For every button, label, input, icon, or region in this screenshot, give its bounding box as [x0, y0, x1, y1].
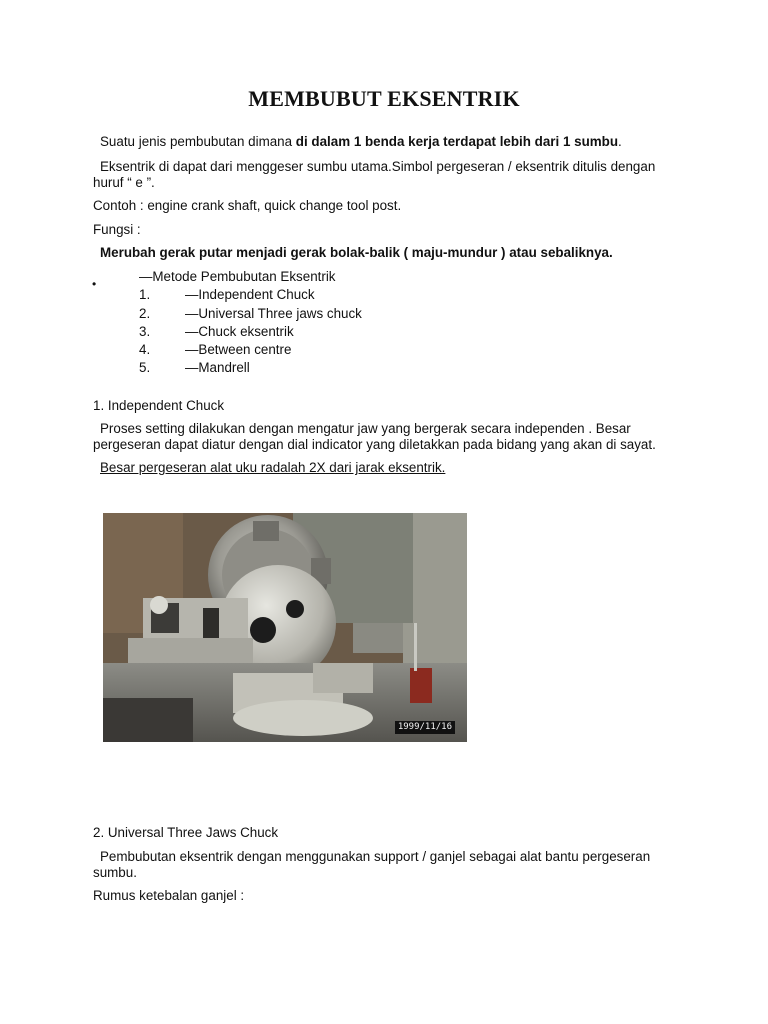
- method-number: 5.: [139, 360, 151, 375]
- method-number: 1.: [139, 287, 151, 302]
- intro-example: Contoh : engine crank shaft, quick change tool post.: [93, 198, 402, 213]
- section-2-heading: 2. Universal Three Jaws Chuck: [93, 825, 279, 840]
- section-1-heading: 1. Independent Chuck: [93, 398, 225, 413]
- method-number: 2.: [139, 306, 151, 321]
- bullet-icon: •: [92, 277, 97, 291]
- section-1-paragraph: Proses setting dilakukan dengan mengatur jaw yang bergerak secara independen . Besar pergeseran dapat diatur dengan dial indicator yang diletakkan pada bidang yang akan di sayat.: [93, 421, 656, 452]
- section-1-underlined-note: Besar pergeseran alat uku radalah 2X dari jarak eksentrik.: [100, 460, 446, 475]
- section-2-paragraph: Pembubutan eksentrik dengan menggunakan support / ganjel sebagai alat bantu pergeseran sumbu.: [93, 849, 651, 880]
- method-number: 4.: [139, 342, 151, 357]
- photo-date-stamp: 1999/11/16: [395, 721, 455, 734]
- intro-p1-bold: di dalam 1 benda kerja terdapat lebih dari 1 sumbu: [295, 134, 619, 149]
- page-title: MEMBUBUT EKSENTRIK: [248, 86, 520, 111]
- function-bold: Merubah gerak putar menjadi gerak bolak-balik ( maju-mundur ) atau sebaliknya.: [100, 245, 613, 260]
- intro-paragraph-1: [93, 134, 683, 150]
- intro-paragraph-2: Eksentrik di dapat dari menggeser sumbu utama.Simbol pergeseran / eksentrik ditulis dengan huruf “ e ”.: [93, 159, 656, 190]
- formula-label: Rumus ketebalan ganjel :: [93, 888, 245, 903]
- method-label: —Independent Chuck: [185, 287, 315, 302]
- methods-heading: —Metode Pembubutan Eksentrik: [139, 269, 336, 284]
- lathe-photo: [103, 513, 467, 742]
- method-label: —Between centre: [185, 342, 292, 357]
- method-label: —Universal Three jaws chuck: [185, 306, 362, 321]
- intro-p1-text: Suatu jenis pembubutan dimana: [100, 134, 296, 149]
- intro-p1-end: .: [618, 134, 622, 149]
- section-1-note: [93, 460, 683, 476]
- method-label: —Chuck eksentrik: [185, 324, 294, 339]
- function-label: Fungsi :: [93, 222, 141, 237]
- method-label: —Mandrell: [185, 360, 250, 375]
- method-number: 3.: [139, 324, 151, 339]
- lathe-illustration: [103, 513, 467, 742]
- function-text: [93, 245, 713, 261]
